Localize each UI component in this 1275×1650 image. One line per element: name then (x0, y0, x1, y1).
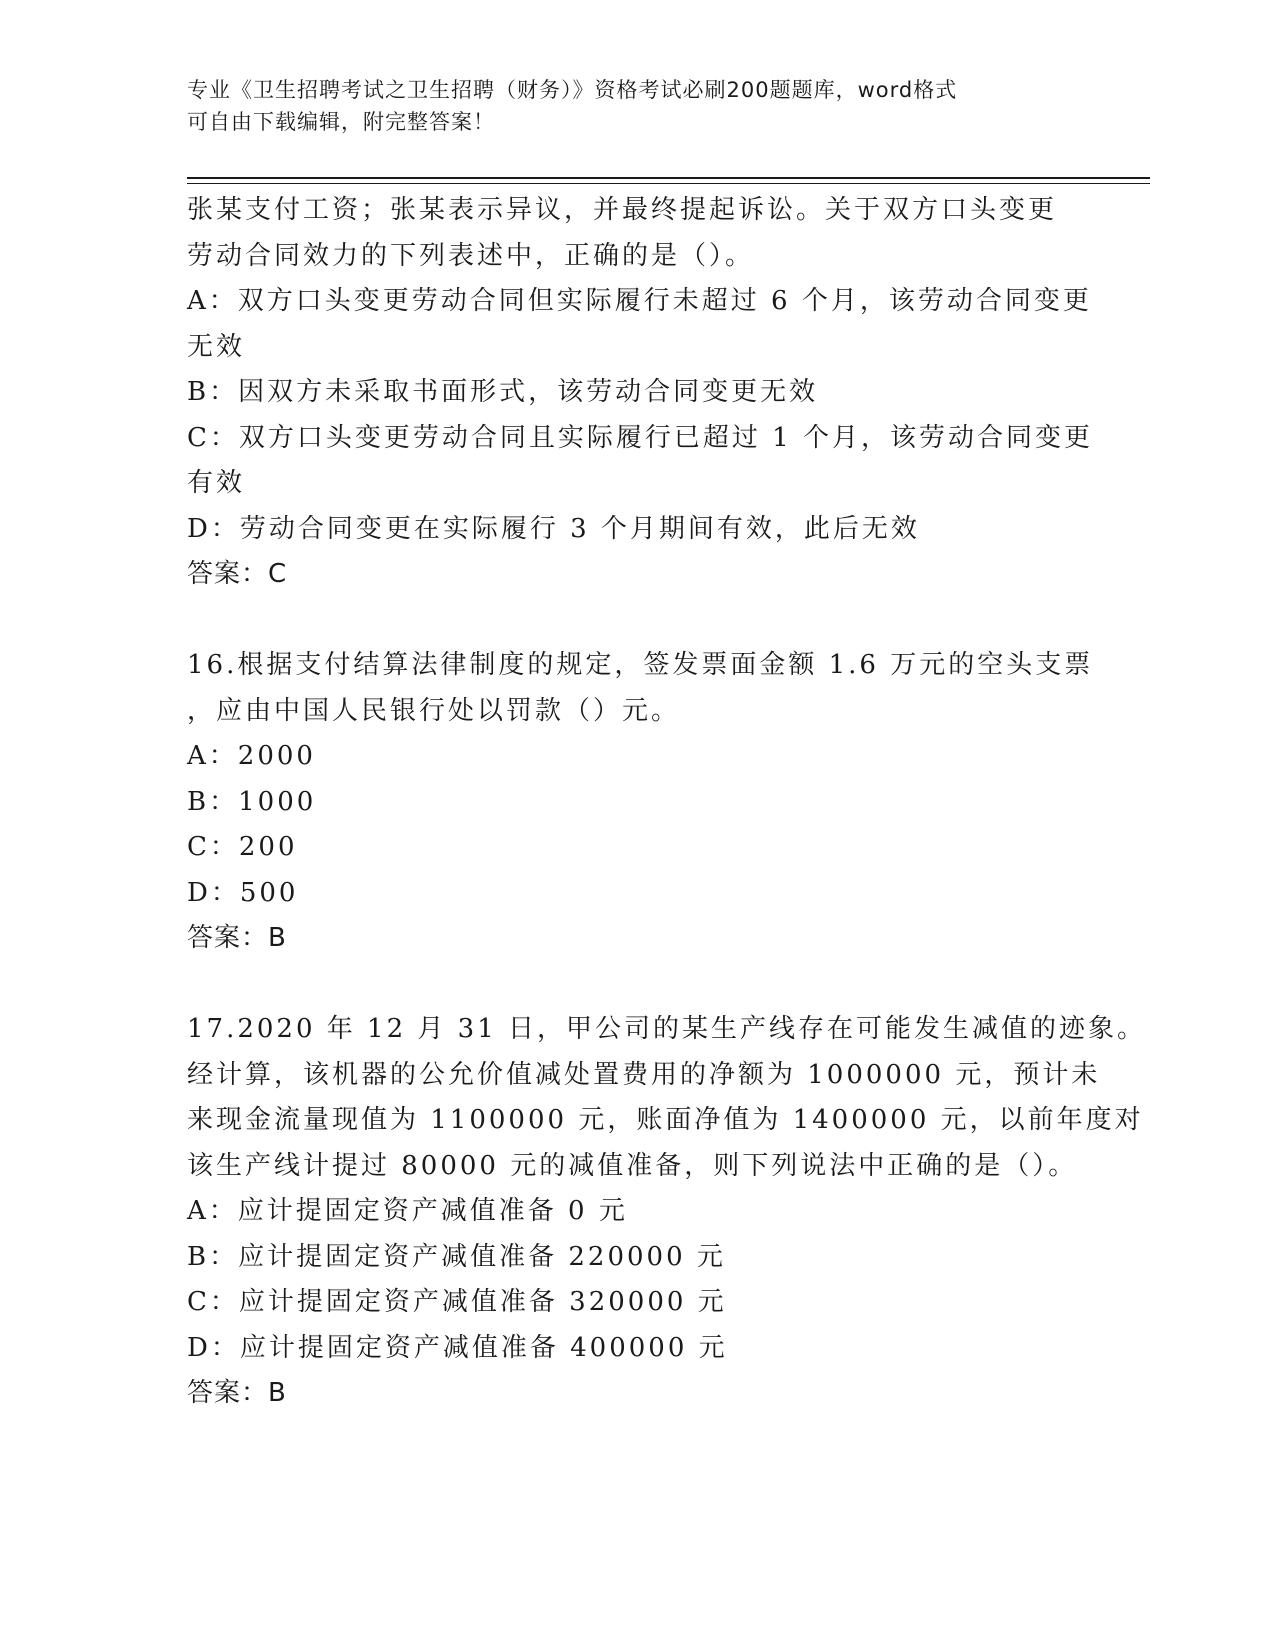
question-stem-line: 来现金流量现值为 1100000 元，账面净值为 1400000 元，以前年度对 (187, 1105, 1144, 1135)
option-b-line: B：应计提固定资产减值准备 220000 元 (187, 1241, 726, 1272)
header-title-line-2: 可自由下载编辑，附完整答案！ (187, 110, 495, 134)
option-a-line: A：2000 (187, 741, 316, 771)
option-d-line: D：应计提固定资产减值准备 400000 元 (187, 1332, 728, 1363)
option-c-line: C：双方口头变更劳动合同且实际履行已超过 1 个月，该劳动合同变更 (187, 422, 1093, 453)
question-stem-line: 17.2020 年 12 月 31 日，甲公司的某生产线存在可能发生减值的迹象。 (187, 1014, 1147, 1044)
answer-line: 答案：B (187, 1378, 287, 1408)
question-stem-line: 经计算，该机器的公允价值减处置费用的净额为 1000000 元，预计未 (187, 1059, 1101, 1090)
answer-line: 答案：B (187, 923, 287, 953)
option-a-line: A：双方口头变更劳动合同但实际履行未超过 6 个月，该劳动合同变更 (187, 286, 1092, 316)
question-stem-line: 劳动合同效力的下列表述中，正确的是（）。 (187, 240, 755, 271)
option-b-line: B：因双方未采取书面形式，该劳动合同变更无效 (187, 377, 819, 407)
option-d-line: D：劳动合同变更在实际履行 3 个月期间有效，此后无效 (187, 513, 920, 544)
option-b-line: B：1000 (187, 786, 317, 817)
question-spacer (187, 598, 1087, 644)
question-15 (187, 188, 1093, 598)
document-body (187, 188, 1147, 1417)
question-spacer (187, 962, 1087, 1008)
question-stem-line: 16.根据支付结算法律制度的规定，签发票面金额 1.6 万元的空头支票 (187, 650, 1094, 680)
question-stem-line: 张某支付工资；张某表示异议，并最终提起诉讼。关于双方口头变更 (187, 195, 1058, 225)
document-header (187, 74, 1087, 138)
option-a-line: 无效 (187, 331, 246, 362)
header-title-line-1: 专业《卫生招聘考试之卫生招聘（财务）》资格考试必刷200题题库，word格式 (187, 78, 958, 102)
header-divider-thin (187, 183, 1150, 184)
question-stem-line: 该生产线计提过 80000 元的减值准备，则下列说法中正确的是（）。 (187, 1150, 1078, 1181)
header-divider-thick (187, 177, 1150, 179)
option-d-line: D：500 (187, 877, 299, 908)
answer-line: 答案：C (187, 559, 288, 589)
option-c-line: 有效 (187, 468, 246, 498)
option-c-line: C：200 (187, 832, 298, 862)
option-a-line: A：应计提固定资产减值准备 0 元 (187, 1196, 628, 1226)
question-17 (187, 1007, 1147, 1417)
option-c-line: C：应计提固定资产减值准备 320000 元 (187, 1287, 727, 1317)
question-16 (187, 643, 1094, 962)
question-stem-line: ，应由中国人民银行处以罚款（）元。 (187, 695, 681, 726)
